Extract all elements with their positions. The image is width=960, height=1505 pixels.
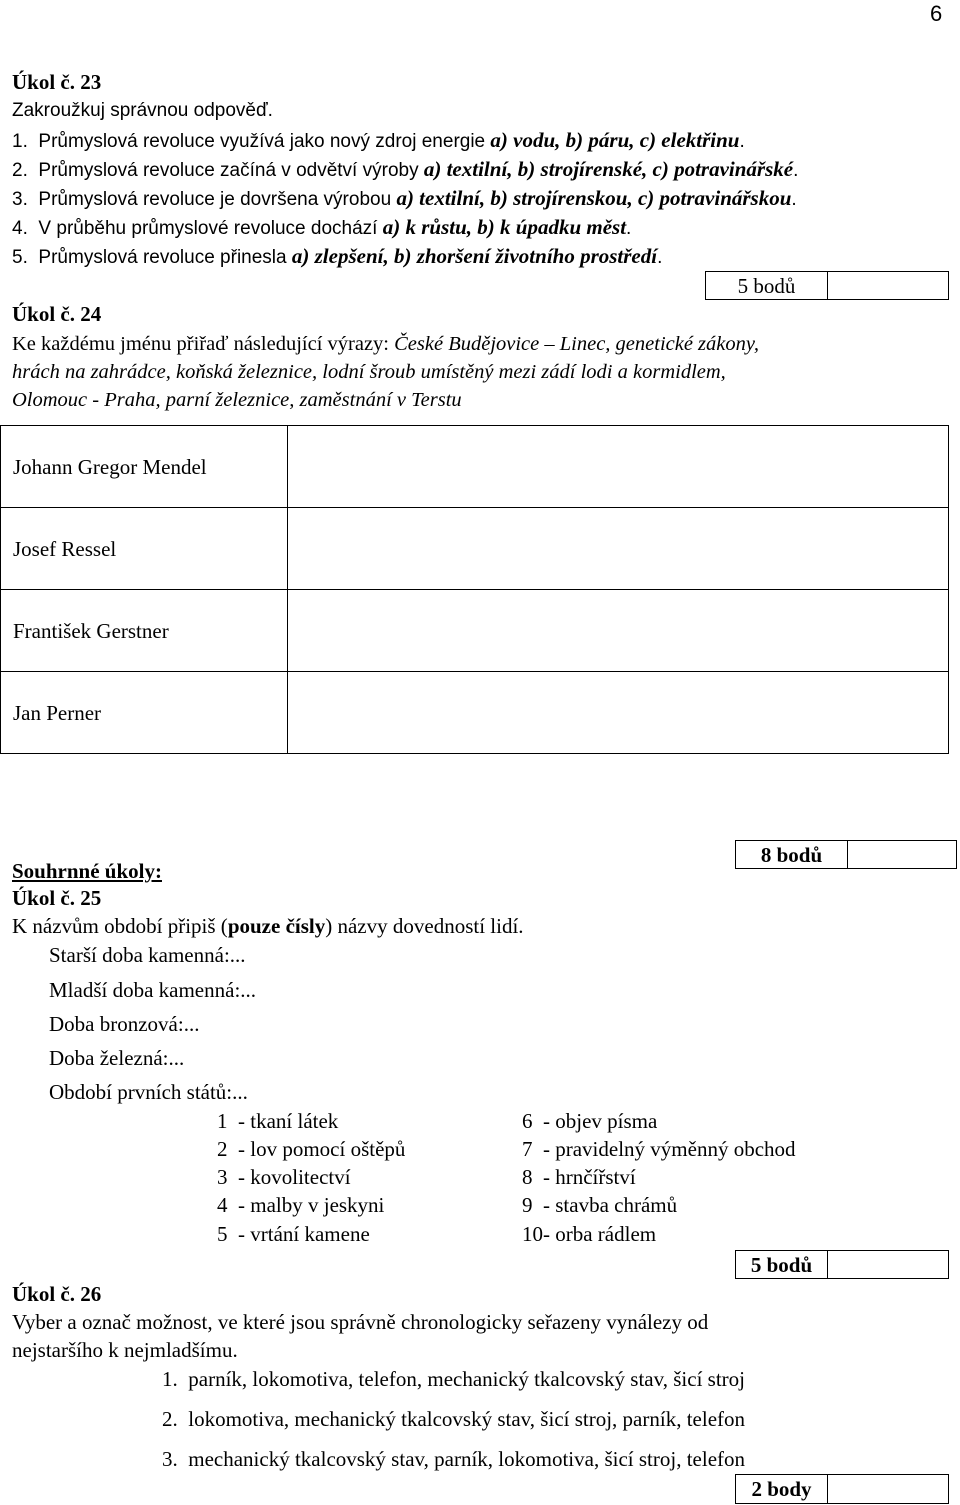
skill-7: 7 - pravidelný výměnný obchod (522, 1137, 796, 1161)
task23-points-field[interactable] (828, 272, 948, 299)
task26-option-3[interactable]: 3. mechanický tkalcovský stav, parník, lokomotiva, šicí stroj, telefon (162, 1447, 746, 1471)
answer-cell-ressel[interactable] (288, 508, 949, 590)
name-gerstner: František Gerstner (1, 590, 288, 672)
task24-points-field[interactable] (848, 841, 956, 868)
task26-option-1[interactable]: 1. parník, lokomotiva, telefon, mechanický tkalcovský stav, šicí stroj (162, 1367, 746, 1391)
task25-points-box (735, 1250, 949, 1279)
task25-title: Úkol č. 25 (12, 886, 102, 910)
task24-points-label: 8 bodů (736, 841, 848, 868)
skill-5: 5 - vrtání kamene (217, 1222, 370, 1246)
task23-item-3: 3. Průmyslová revoluce je dovršena výrobou a) textilní, b) strojírenskou, c) potravinářskou. (12, 186, 797, 210)
task26-points-label: 2 body (736, 1475, 828, 1503)
task26-instruction-line-1: Vyber a označ možnost, ve které jsou správně chronologicky seřazeny vynálezy od (12, 1310, 709, 1334)
table-row (1, 508, 949, 590)
skill-10: 10- orba rádlem (522, 1222, 657, 1246)
period-1: Starší doba kamenná:... (49, 943, 246, 967)
skill-3: 3 - kovolitectví (217, 1165, 351, 1189)
task23-item-5: 5. Průmyslová revoluce přinesla a) zlepšení, b) zhoršení životního prostředí. (12, 244, 663, 268)
task25-points-label: 5 bodů (736, 1251, 828, 1278)
skill-2: 2 - lov pomocí oštěpů (217, 1137, 406, 1161)
period-5: Období prvních států:... (49, 1080, 248, 1104)
task23-points-box (705, 271, 949, 300)
period-3: Doba bronzová:... (49, 1012, 200, 1036)
task23-instruction: Zakroužkuj správnou odpověď. (12, 100, 273, 121)
task23-title: Úkol č. 23 (12, 70, 102, 94)
task24-line-3: Olomouc - Praha, parní železnice, zaměstnání v Terstu (12, 389, 462, 411)
skill-9: 9 - stavba chrámů (522, 1193, 678, 1217)
table-row (1, 426, 949, 508)
page-number: 6 (930, 1, 943, 26)
answer-cell-perner[interactable] (288, 672, 949, 754)
skill-1: 1 - tkaní látek (217, 1109, 339, 1133)
task25-instruction: K názvům období připiš (pouze čísly) názvy dovedností lidí. (12, 914, 524, 938)
task24-line-2: hrách na zahrádce, koňská železnice, lodní šroub umístěný mezi zádí lodi a kormidlem, (12, 361, 726, 383)
task26-title: Úkol č. 26 (12, 1282, 102, 1306)
task24-line-1: Ke každému jménu přiřaď následující výrazy: České Budějovice – Linec, genetické zákony, (12, 333, 759, 355)
table-row (1, 672, 949, 754)
period-2: Mladší doba kamenná:... (49, 978, 257, 1002)
task26-instruction-line-2: nejstaršího k nejmladšímu. (12, 1338, 238, 1362)
task26-option-2[interactable]: 2. lokomotiva, mechanický tkalcovský stav, šicí stroj, parník, telefon (162, 1407, 746, 1431)
name-mendel: Johann Gregor Mendel (1, 426, 288, 508)
task24-points-box (735, 840, 957, 869)
name-ressel: Josef Ressel (1, 508, 288, 590)
skill-8: 8 - hrnčířství (522, 1165, 636, 1189)
task23-item-4: 4. V průběhu průmyslové revoluce dochází a) k růstu, b) k úpadku měst. (12, 215, 632, 239)
task25-points-field[interactable] (828, 1251, 948, 1278)
task26-points-field[interactable] (828, 1475, 948, 1503)
skill-4: 4 - malby v jeskyni (217, 1193, 385, 1217)
name-perner: Jan Perner (1, 672, 288, 754)
table-row (1, 590, 949, 672)
skill-6: 6 - objev písma (522, 1109, 658, 1133)
task26-points-box (735, 1474, 949, 1504)
answer-cell-mendel[interactable] (288, 426, 949, 508)
task23-item-2: 2. Průmyslová revoluce začíná v odvětví výroby a) textilní, b) strojírenské, c) potravinářské. (12, 157, 799, 181)
task23-item-1: 1. Průmyslová revoluce využívá jako nový zdroj energie a) vodu, b) páru, c) elektřinu. (12, 128, 745, 152)
matching-table (0, 425, 949, 754)
task23-points-label: 5 bodů (706, 272, 828, 299)
answer-cell-gerstner[interactable] (288, 590, 949, 672)
period-4: Doba železná:... (49, 1046, 185, 1070)
task24-title: Úkol č. 24 (12, 302, 102, 326)
summary-heading: Souhrnné úkoly: (12, 859, 162, 883)
